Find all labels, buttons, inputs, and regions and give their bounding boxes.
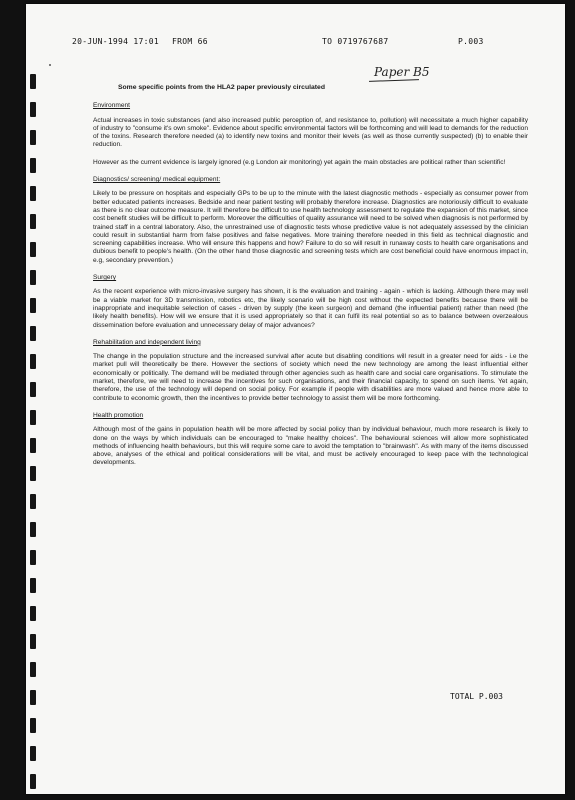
binding-hole [30, 466, 36, 481]
binding-hole [30, 326, 36, 341]
binding-hole [30, 718, 36, 733]
paragraph: The change in the population structure and the increased survival after acute but disabling conditions will result in a greater need for aids - i.e the market pull will theoretically be there. However the sections of society which need the new technology are among the least influential either economically or politically. The demand will be mediated through other agencies such as health care and social care organisations. To stimulate the market, therefore, we will need to increase the incentives for such organisations, and their financial capacity, to spend on such items. Yet again, therefore, the use of the technology will depend on social policy. For example if people with disabilities are more valued and hence more able to contribute to economic growth, then the incentives to provide better technology to assist them will be more forthcoming. [93, 353, 528, 402]
binding-hole [30, 158, 36, 173]
handwritten-underline [369, 79, 419, 82]
binding-hole [30, 606, 36, 621]
binding-hole [30, 354, 36, 369]
binding-hole [30, 242, 36, 257]
binding-hole [30, 186, 36, 201]
fax-page [26, 4, 565, 794]
binding-hole [30, 214, 36, 229]
scan-speck [49, 64, 51, 66]
binding-hole [30, 578, 36, 593]
binding-hole [30, 410, 36, 425]
binding-hole [30, 662, 36, 677]
document-body [93, 84, 528, 477]
fax-to: TO 0719767687 [322, 37, 389, 46]
section-heading-diagnostics: Diagnostics/ screening/ medical equipment: [93, 176, 221, 184]
binding-hole [30, 690, 36, 705]
fax-total-pages: TOTAL P.003 [450, 692, 503, 701]
binding-hole [30, 774, 36, 789]
binding-hole [30, 438, 36, 453]
paragraph: Likely to be pressure on hospitals and especially GPs to be up to the minute with the latest diagnostic methods - especially as consumer power from better educated patients increases. Bedside and near patient testing will probably therefore increase. Diagnostics are notoriously difficult to evaluate as there is no clear outcome measure. It will therefore be difficult to use health technology assessment to regulate the expansion of this market, since cost benefit studies will be difficult to perform. Moreover the difficulties of quality assurance will need to be solved when diagnosis is not performed by trained staff in a central laboratory. Also, the unrestrained use of diagnostic tests whose predictive value is not adequately assessed by the clinician could result in substantial harm from false positives and false negatives. More training therefore needed in this field as technical diagnostic and screening capabilities increase. Who will ensure this happens and how? Failure to do so will result in runaway costs to health care organisations and dubious benefit to people's health. (On the other hand those diagnostic and screening tests which are cost beneficial could have enormous impact in, e.g, secondary prevention.) [93, 190, 528, 264]
fax-datetime: 20-JUN-1994 17:01 [72, 37, 159, 46]
fax-from: FROM 66 [172, 37, 208, 46]
section-heading-surgery: Surgery [93, 274, 117, 282]
binding-hole [30, 746, 36, 761]
binding-hole [30, 270, 36, 285]
section-heading-health-promotion: Health promotion [93, 411, 144, 419]
binding-holes [30, 74, 37, 794]
paragraph: As the recent experience with micro-invasive surgery has shown, it is the evaluation and training - again - which is lacking. Although there may well be a viable market for 3D transmission, robotics etc, the likely scenario will be high cost without the expected benefits because there will be inappropriate and inequitable selection of cases - driven by supply (the keen surgeon) and demand (the influential patient) rather than need (the likely health benefits). How will we ensure that it is used appropriately so that it can fulfil its real potential so as to balance between overzealous dissemination before evaluation and unnecessary delay of major advances? [93, 288, 528, 329]
binding-hole [30, 130, 36, 145]
binding-hole [30, 382, 36, 397]
section-heading-rehabilitation: Rehabilitation and independent living [93, 338, 201, 346]
binding-hole [30, 522, 36, 537]
handwritten-note: Paper B5 [374, 65, 430, 79]
paragraph: Although most of the gains in population health will be more affected by social policy than by individual behaviour, much more research is likely to done on the ways by which individuals can be encouraged to "make healthy choices". The behavioural sciences will allow more sophisticated methods of influencing health behaviours, but this will require some care to avoid the temptation to "brainwash". As with many of the items discussed above, analyses of the ethical and political considerations will be vital, and must be actively encouraged to keep pace with the technological developments. [93, 426, 528, 467]
paragraph: Actual increases in toxic substances (and also increased public perception of, and resistance to, pollution) will necessitate a much higher capability of industry to "consume it's own smoke". Evidence about specific environmental factors will be forthcoming and will lead to demands for the reduction of the toxins. Research therefore needed (a) to identify new toxins and monitor their levels (as well as those currently suspected) (b) to enable their reduction. [93, 116, 528, 149]
binding-hole [30, 494, 36, 509]
document-title: Some specific points from the HLA2 paper previously circulated [118, 84, 325, 91]
binding-hole [30, 550, 36, 565]
paragraph: However as the current evidence is largely ignored (e.g London air monitoring) yet again the main obstacles are political rather than scientific! [93, 158, 506, 166]
section-heading-environment: Environment [93, 102, 131, 110]
binding-hole [30, 74, 36, 89]
fax-page-number: P.003 [458, 37, 484, 46]
binding-hole [30, 634, 36, 649]
binding-hole [30, 298, 36, 313]
binding-hole [30, 102, 36, 117]
